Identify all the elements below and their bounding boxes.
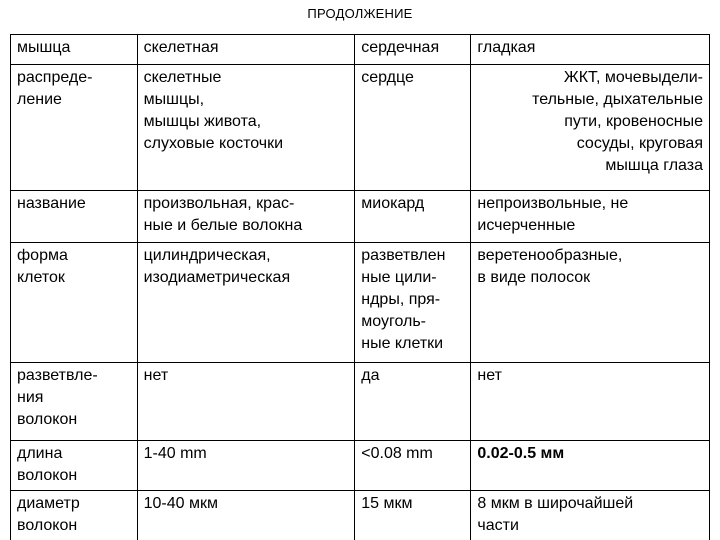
skeletal-cell [137, 191, 355, 243]
smooth-cell [471, 243, 710, 363]
table-row-fiber-length [11, 441, 710, 491]
row-label: длина волокон [17, 445, 78, 484]
cardiac-value: миокард [361, 195, 425, 212]
header-skeletal: скелетная [143, 39, 219, 56]
smooth-cell [471, 491, 710, 540]
table-row-fiber-diameter [11, 491, 710, 540]
skeletal-value: цилиндрическая, изодиаметрическая [143, 247, 291, 286]
skeletal-value: нет [143, 367, 169, 384]
cardiac-value: <0.08 mm [361, 445, 433, 462]
row-label: название [17, 195, 86, 212]
smooth-cell [471, 441, 710, 491]
row-label: форма клеток [17, 247, 68, 286]
muscle-comparison-table [10, 34, 710, 540]
row-label-cell [11, 441, 138, 491]
cardiac-value: 15 мкм [361, 495, 413, 512]
row-label: распреде- ление [17, 69, 93, 108]
cardiac-value: сердце [361, 69, 414, 86]
smooth-value: непроизвольные, не исчерченные [477, 195, 629, 234]
row-label-cell [11, 191, 138, 243]
skeletal-cell [137, 243, 355, 363]
cardiac-value: да [361, 367, 380, 384]
row-label: диаметр волокон [17, 495, 80, 534]
smooth-cell [471, 363, 710, 441]
skeletal-cell [137, 363, 355, 441]
row-label: разветвле- ния волокон [17, 367, 98, 428]
table-row-fiber-branching [11, 363, 710, 441]
header-cell-cardiac [355, 35, 471, 65]
row-label-cell [11, 65, 138, 191]
skeletal-cell [137, 65, 355, 191]
header-cell-muscle [11, 35, 138, 65]
header-smooth: гладкая [477, 39, 536, 56]
skeletal-value: произвольная, крас- ные и белые волокна [143, 195, 303, 234]
header-cell-skeletal [137, 35, 355, 65]
cardiac-value: разветвлен ные цили- ндры, пря- моуголь- ные клетки [361, 247, 446, 352]
skeletal-value: 1-40 mm [143, 445, 207, 462]
row-label-cell [11, 363, 138, 441]
smooth-value: 8 мкм в широчайшей части [477, 495, 634, 534]
skeletal-cell [137, 441, 355, 491]
header-cardiac: сердечная [361, 39, 440, 56]
smooth-value: ЖКТ, мочевыдели- тельные, дыхательные пути, кровеносные сосуды, круговая мышца глаза [532, 69, 703, 174]
cardiac-cell [355, 65, 471, 191]
table-row-distribution [11, 65, 710, 191]
header-label: мышца [17, 39, 71, 56]
skeletal-value: 10-40 мкм [143, 495, 218, 512]
header-cell-smooth [471, 35, 710, 65]
skeletal-cell [137, 491, 355, 540]
cardiac-cell [355, 363, 471, 441]
cardiac-cell [355, 441, 471, 491]
table-header-row [11, 35, 710, 65]
cardiac-cell [355, 243, 471, 363]
cardiac-cell [355, 491, 471, 540]
smooth-value: веретенообразные, в виде полосок [477, 247, 623, 286]
cardiac-cell [355, 191, 471, 243]
table-row-cell-shape [11, 243, 710, 363]
row-label-cell [11, 243, 138, 363]
smooth-value: нет [477, 367, 502, 384]
page-title: ПРОДОЛЖЕНИЕ [307, 6, 413, 21]
row-label-cell [11, 491, 138, 540]
smooth-value: 0.02-0.5 мм [477, 445, 565, 462]
smooth-cell [471, 191, 710, 243]
smooth-cell [471, 65, 710, 191]
skeletal-value: скелетные мышцы, мышцы живота, слуховые косточки [143, 69, 284, 152]
table-row-name [11, 191, 710, 243]
